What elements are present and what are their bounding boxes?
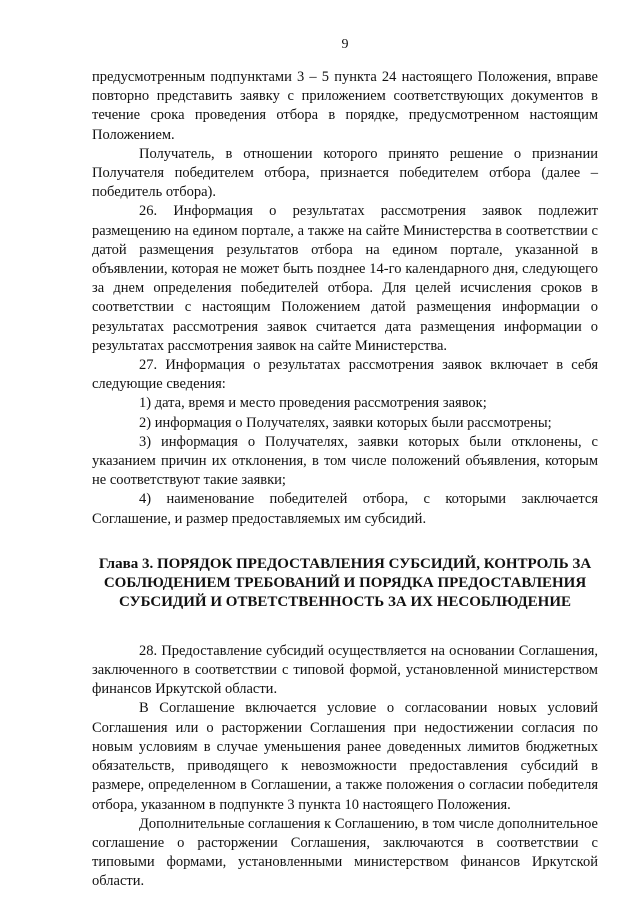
chapter-heading: Глава 3. ПОРЯДОК ПРЕДОСТАВЛЕНИЯ СУБСИДИЙ, КОНТРОЛЬ ЗА СОБЛЮДЕНИЕМ ТРЕБОВАНИЙ И ПОРЯДКА ПРЕДОСТАВЛЕНИЯ СУБСИДИЙ И ОТВЕТСТВЕННОСТЬ ЗА ИХ НЕСОБЛЮДЕНИЕ xyxy=(98,555,592,610)
paragraph: предусмотренным подпунктами 3 – 5 пункта 24 настоящего Положения, вправе повторно представить заявку с приложением соответствующих документов в течение срока проведения отбора в порядке, предусмотренном настоящим Положением. xyxy=(92,69,598,143)
list-item: 4) наименование победителей отбора, с которыми заключается Соглашение, и размер предоставляемых им субсидий. xyxy=(92,491,598,527)
paragraphs-bottom xyxy=(92,642,598,892)
paragraph: 28. Предоставление субсидий осуществляется на основании Соглашения, заключенного в соответствии с типовой формой, установленной министерством финансов Иркутской области. xyxy=(92,642,598,698)
paragraph: 27. Информация о результатах рассмотрения заявок включает в себя следующие сведения: xyxy=(92,357,598,393)
paragraphs-top xyxy=(92,68,598,529)
paragraph: Получатель, в отношении которого принято решение о признании Получателя победителем отбора, признается победителем отбора (далее – победитель отбора). xyxy=(92,145,598,201)
list-item: 1) дата, время и место проведения рассмотрения заявок; xyxy=(139,395,487,412)
page-number: 9 xyxy=(341,37,349,52)
paragraph: В Соглашение включается условие о согласовании новых условий Соглашения или о расторжении Соглашения при недостижении согласия по новым условиям в случае уменьшения ранее доведенных лимитов бюджетных обязательств, приводящего к невозможности предоставления субсидий в размере, определенном в Соглашении, а также положения о согласии победителя отбора, указанном в подпункте 3 пункта 10 настоящего Положения. xyxy=(92,700,598,813)
paragraph: 26. Информация о результатах рассмотрения заявок подлежит размещению на едином портале, а также на сайте Министерства в соответствии с датой размещения результатов отбора на едином портале, указанной в объявлении, которая не может быть позднее 14-го календарного дня, следующего за днем определения победителей отбора. Для целей исчисления сроков в соответствии с настоящим Положением датой размещения информации о результатах рассмотрения заявок считается дата размещения информации о результатах рассмотрения заявок на сайте Министерства. xyxy=(92,203,598,354)
list-item: 3) информация о Получателях, заявки которых были отклонены, с указанием причин их отклонения, в том числе положений объявления, которым не соответствуют такие заявки; xyxy=(92,433,598,489)
paragraph: Дополнительные соглашения к Соглашению, в том числе дополнительное соглашение о расторжении Соглашения, заключаются в соответствии с типовыми формами, установленными министерством финансов Иркутской области. xyxy=(92,815,598,890)
list-item: 2) информация о Получателях, заявки которых были рассмотрены; xyxy=(139,414,552,431)
